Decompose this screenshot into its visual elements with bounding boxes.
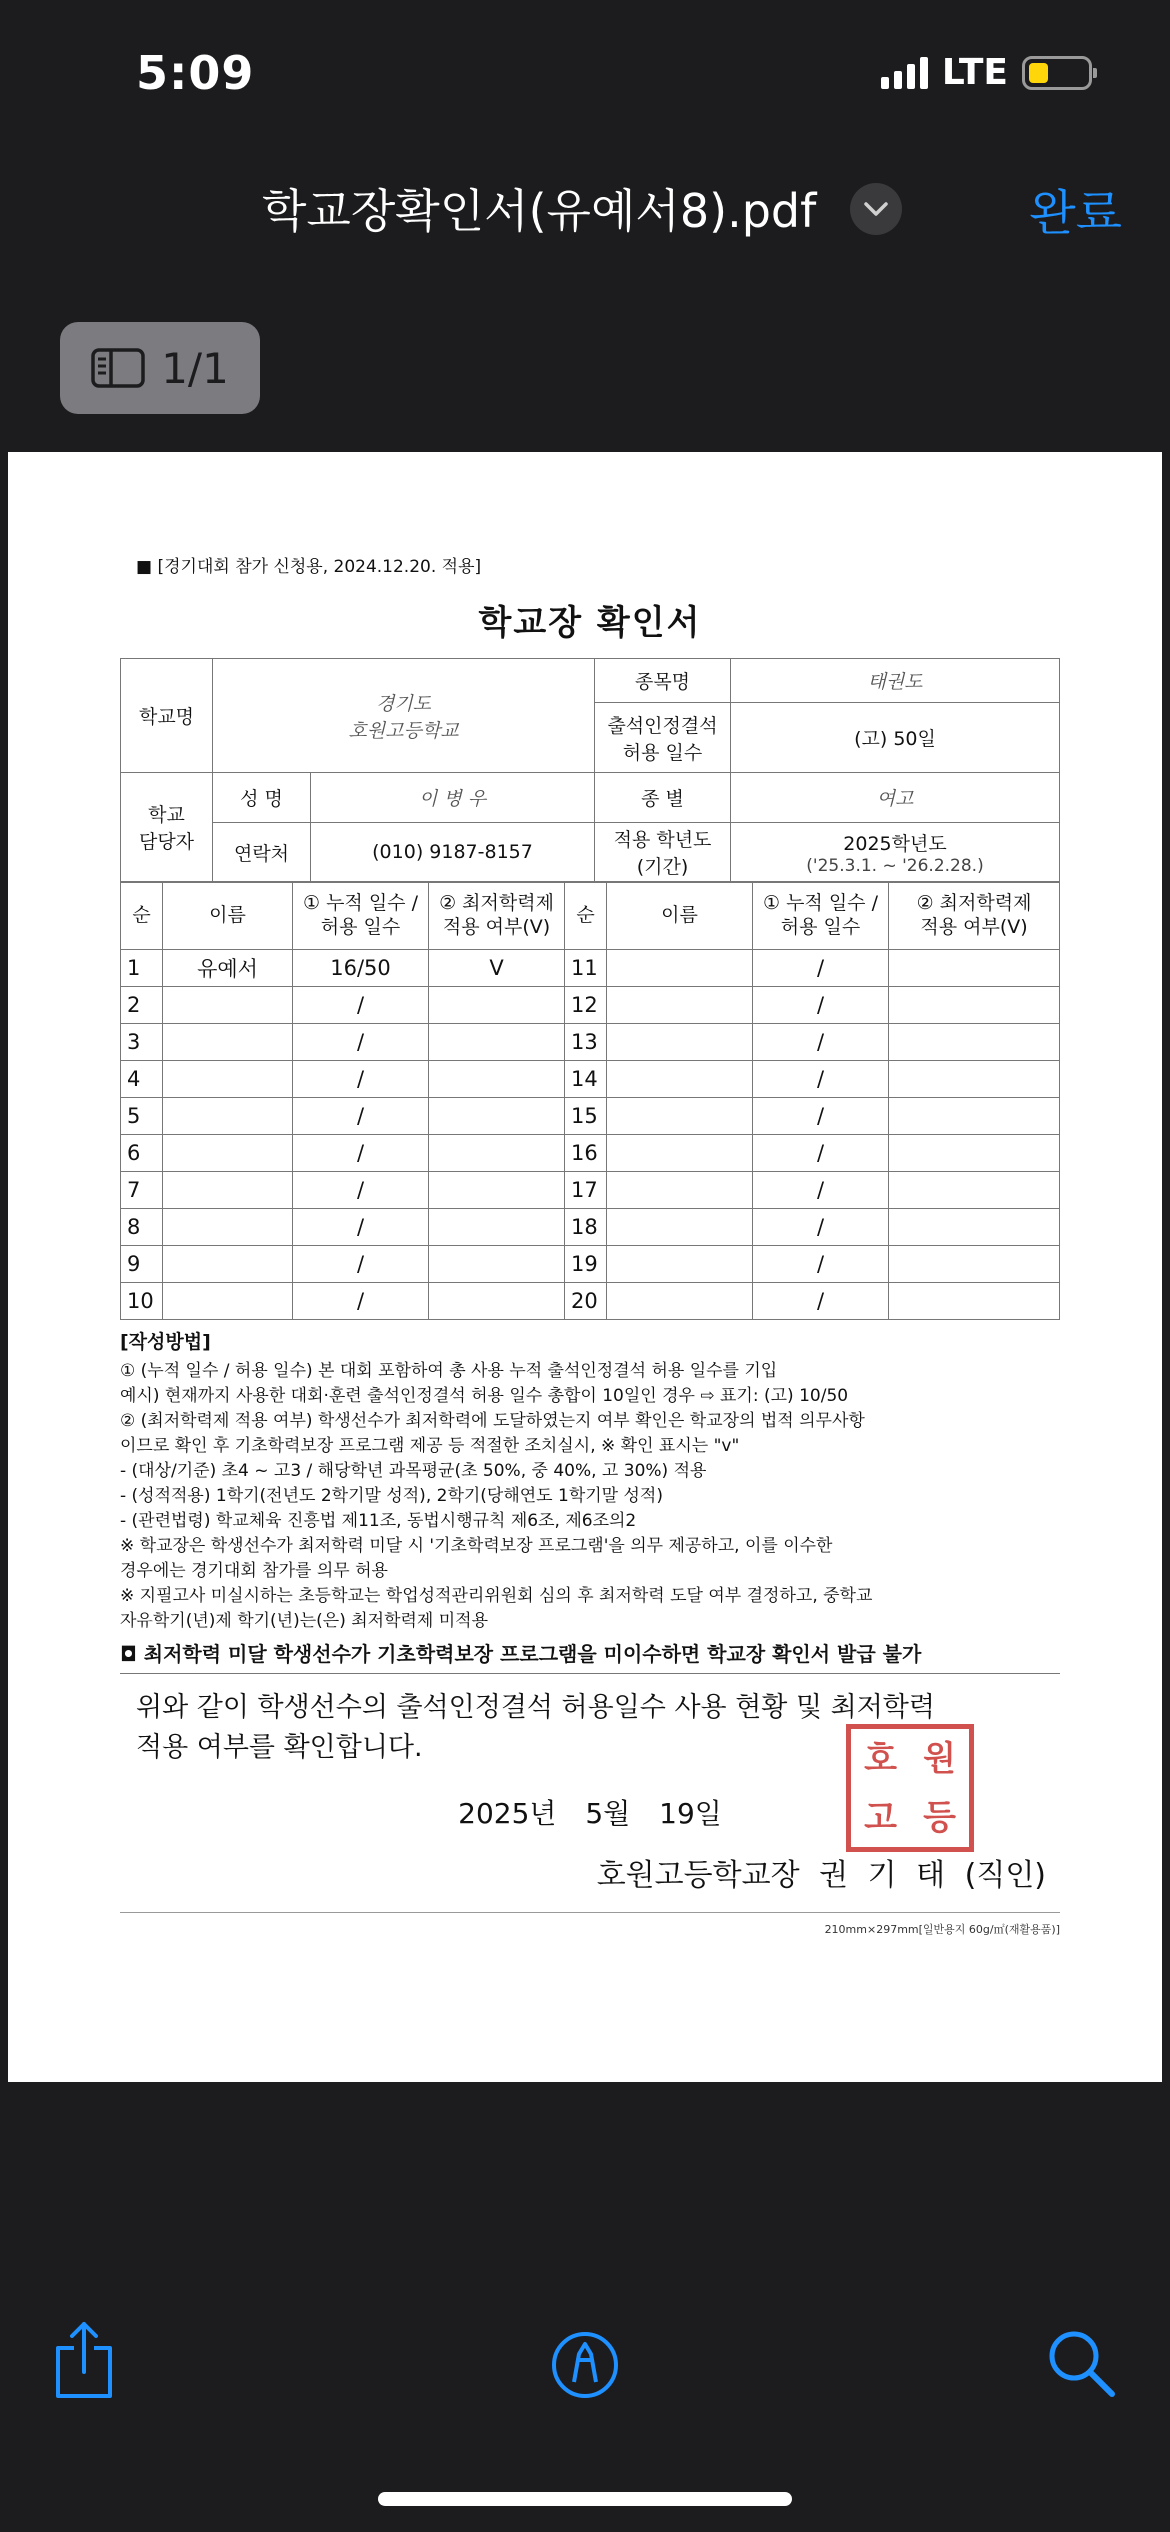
- cell-days: /: [753, 987, 889, 1024]
- instructions: [120, 1330, 1060, 1674]
- share-button[interactable]: [52, 2320, 116, 2404]
- pdf-page[interactable]: [8, 452, 1162, 2082]
- file-title[interactable]: 학교장확인서(유예서8).pdf: [262, 184, 817, 238]
- cell-min: [429, 1098, 565, 1135]
- cell-min: [889, 1209, 1060, 1246]
- cell-days: /: [293, 1061, 429, 1098]
- cell-no: 5: [121, 1098, 163, 1135]
- cell-name: [163, 1283, 293, 1320]
- absence-label: 출석인정결석 허용 일수: [595, 703, 731, 773]
- cell-no: 11: [565, 950, 607, 987]
- cell-name: [607, 987, 753, 1024]
- cell-name: [163, 1172, 293, 1209]
- cell-min: [429, 1135, 565, 1172]
- cell-min: [429, 1283, 565, 1320]
- done-button[interactable]: 완료: [1029, 185, 1122, 241]
- table-row: [121, 1024, 1060, 1061]
- cell-min: [889, 1246, 1060, 1283]
- cell-name: [163, 1135, 293, 1172]
- cell-min: [429, 1061, 565, 1098]
- document-title: 학교장 확인서: [478, 603, 702, 643]
- instruction-line: ① (누적 일수 / 허용 일수) 본 대회 포함하여 총 사용 누적 출석인정결석 허용 일수를 기입: [120, 1361, 778, 1381]
- cell-name: [163, 987, 293, 1024]
- cell-days: /: [753, 1135, 889, 1172]
- markup-icon: [550, 2330, 620, 2400]
- table-row: [121, 1098, 1060, 1135]
- cell-days: /: [753, 1024, 889, 1061]
- cell-no: 17: [565, 1172, 607, 1209]
- phone-value: (010) 9187-8157: [311, 823, 595, 882]
- cell-min: [429, 1246, 565, 1283]
- instruction-line: - (성적적용) 1학기(전년도 2학기말 성적), 2학기(당해연도 1학기말 성적): [120, 1486, 663, 1506]
- cell-min: [429, 1209, 565, 1246]
- cell-no: 6: [121, 1135, 163, 1172]
- battery-icon: [1022, 56, 1092, 90]
- cell-days: /: [753, 1246, 889, 1283]
- cell-days: /: [293, 1283, 429, 1320]
- cell-days: /: [293, 1024, 429, 1061]
- cell-no: 4: [121, 1061, 163, 1098]
- official-seal-stamp: 호 원 고 등: [846, 1724, 974, 1852]
- cell-min: [889, 1135, 1060, 1172]
- cell-name: 유예서: [163, 950, 293, 987]
- instruction-line: 이므로 확인 후 기초학력보장 프로그램 제공 등 적절한 조치실시, ※ 확인 표시는 "v": [120, 1436, 740, 1456]
- cell-no: 9: [121, 1246, 163, 1283]
- cell-name: [163, 1061, 293, 1098]
- instruction-line: ※ 지필고사 미실시하는 초등학교는 학업성적관리위원회 심의 후 최저학력 도달 여부 결정하고, 중학교: [120, 1586, 873, 1606]
- page-count: 1/1: [161, 343, 229, 393]
- share-icon: [52, 2320, 116, 2400]
- principal-signature: 호원고등학교장 권 기 태 (직인): [596, 1858, 1046, 1893]
- cell-days: /: [753, 1098, 889, 1135]
- cell-no: 20: [565, 1283, 607, 1320]
- absence-value: (고) 50일: [731, 703, 1060, 773]
- instruction-line: - (대상/기준) 초4 ~ 고3 / 해당학년 과목평균(초 50%, 중 40%, 고 30%) 적용: [120, 1461, 707, 1481]
- instruction-line: ※ 학교장은 학생선수가 최저학력 미달 시 '기초학력보장 프로그램'을 의무 제공하고, 이를 이수한: [120, 1536, 833, 1556]
- school-value: 경기도 호원고등학교: [213, 659, 595, 773]
- school-label: 학교명: [121, 659, 213, 773]
- cell-name: [607, 1024, 753, 1061]
- table-row: [121, 950, 1060, 987]
- cell-min: [889, 950, 1060, 987]
- table-row: [121, 1135, 1060, 1172]
- cell-name: [163, 1098, 293, 1135]
- info-table: [120, 658, 1060, 882]
- cell-name: [163, 1209, 293, 1246]
- year-label: 적용 학년도 (기간): [595, 823, 731, 882]
- phone-label: 연락처: [213, 823, 311, 882]
- document-tag: ■ [경기대회 참가 신청용, 2024.12.20. 적용]: [136, 557, 482, 577]
- table-row: [121, 1246, 1060, 1283]
- instructions-heading: [작성방법]: [120, 1331, 211, 1353]
- search-button[interactable]: [1046, 2328, 1118, 2404]
- status-time: 5:09: [136, 46, 255, 100]
- cell-min: [429, 1172, 565, 1209]
- table-row: [121, 1283, 1060, 1320]
- document-date: 2025년 5월 19일: [458, 1797, 722, 1830]
- cell-no: 14: [565, 1061, 607, 1098]
- cell-name: [607, 1098, 753, 1135]
- contact-label: 학교 담당자: [121, 773, 213, 882]
- event-label: 종목명: [595, 659, 731, 703]
- cell-days: /: [293, 1209, 429, 1246]
- cellular-signal-icon: [881, 57, 928, 89]
- cell-name: [607, 950, 753, 987]
- cell-min: [889, 1172, 1060, 1209]
- cell-name: [607, 1135, 753, 1172]
- cell-no: 13: [565, 1024, 607, 1061]
- cell-min: [429, 987, 565, 1024]
- cell-name: [163, 1024, 293, 1061]
- name-label: 성 명: [213, 773, 311, 823]
- cell-name: [607, 1209, 753, 1246]
- cell-name: [607, 1172, 753, 1209]
- cell-no: 2: [121, 987, 163, 1024]
- cell-no: 15: [565, 1098, 607, 1135]
- gender-label: 종 별: [595, 773, 731, 823]
- cell-days: /: [293, 1135, 429, 1172]
- cell-no: 16: [565, 1135, 607, 1172]
- table-row: [121, 987, 1060, 1024]
- network-type: LTE: [941, 52, 1008, 93]
- cell-days: /: [293, 1172, 429, 1209]
- cell-days: /: [753, 1209, 889, 1246]
- instruction-line: 예시) 현재까지 사용한 대회·훈련 출석인정결석 허용 일수 총합이 10일인 경우 ⇨ 표기: (고) 10/50: [120, 1386, 849, 1406]
- cell-min: [889, 987, 1060, 1024]
- table-row: [121, 1172, 1060, 1209]
- cell-min: [429, 1024, 565, 1061]
- cell-days: /: [293, 1098, 429, 1135]
- event-value: 태권도: [731, 659, 1060, 703]
- student-table-header: 순 이름 ① 누적 일수 / 허용 일수 ② 최저학력제 적용 여부(V) 순 이름 ① 누적 일수 / 허용 일수 ② 최저학력제 적용 여부(V): [121, 883, 1060, 950]
- cell-min: [889, 1283, 1060, 1320]
- cell-days: 16/50: [293, 950, 429, 987]
- title-menu-button[interactable]: [850, 183, 902, 235]
- cell-days: /: [293, 1246, 429, 1283]
- cell-days: /: [753, 1061, 889, 1098]
- cell-no: 7: [121, 1172, 163, 1209]
- cell-min: [889, 1098, 1060, 1135]
- page-indicator-button[interactable]: [60, 322, 260, 414]
- cell-name: [607, 1283, 753, 1320]
- home-indicator[interactable]: [378, 2492, 792, 2506]
- cell-min: [889, 1061, 1060, 1098]
- cell-no: 3: [121, 1024, 163, 1061]
- instruction-line: ② (최저학력제 적용 여부) 학생선수가 최저학력에 도달하였는지 여부 확인은 학교장의 법적 의무사항: [120, 1411, 865, 1431]
- search-icon: [1046, 2328, 1118, 2400]
- cell-name: [607, 1061, 753, 1098]
- confirmation-text: 위와 같이 학생선수의 출석인정결석 허용일수 사용 현황 및 최저학력 적용 여부를 확인합니다.: [136, 1692, 935, 1763]
- table-row: [121, 1209, 1060, 1246]
- cell-name: [607, 1246, 753, 1283]
- cell-days: /: [753, 1172, 889, 1209]
- gender-value: 여고: [731, 773, 1060, 823]
- cell-name: [163, 1246, 293, 1283]
- year-value: 2025학년도 ('25.3.1. ~ '26.2.28.): [731, 823, 1060, 882]
- table-row: [121, 1061, 1060, 1098]
- cell-min: V: [429, 950, 565, 987]
- cell-days: /: [293, 987, 429, 1024]
- status-indicators: [881, 52, 1092, 93]
- instruction-line: 자유학기(년)제 학기(년)는(은) 최저학력제 미적용: [120, 1611, 489, 1631]
- cell-no: 8: [121, 1209, 163, 1246]
- cell-no: 1: [121, 950, 163, 987]
- cell-no: 12: [565, 987, 607, 1024]
- warning-notice: ◘ 최저학력 미달 학생선수가 기초학력보장 프로그램을 미이수하면 학교장 확인서 발급 불가: [120, 1642, 1060, 1674]
- paper-spec: 210mm×297mm[일반용지 60g/㎡(재활용품)]: [120, 1912, 1060, 1937]
- name-value: 이 병 우: [311, 773, 595, 823]
- cell-no: 19: [565, 1246, 607, 1283]
- instruction-line: - (관련법령) 학교체육 진흥법 제11조, 동법시행규칙 제6조, 제6조의2: [120, 1511, 637, 1531]
- cell-days: /: [753, 950, 889, 987]
- chevron-down-icon: [863, 201, 889, 217]
- student-table: [120, 882, 1060, 1320]
- sidebar-icon: [91, 348, 145, 388]
- markup-button[interactable]: [550, 2330, 620, 2404]
- cell-min: [889, 1024, 1060, 1061]
- cell-no: 18: [565, 1209, 607, 1246]
- cell-no: 10: [121, 1283, 163, 1320]
- cell-days: /: [753, 1283, 889, 1320]
- instruction-line: 경우에는 경기대회 참가를 의무 허용: [120, 1561, 388, 1581]
